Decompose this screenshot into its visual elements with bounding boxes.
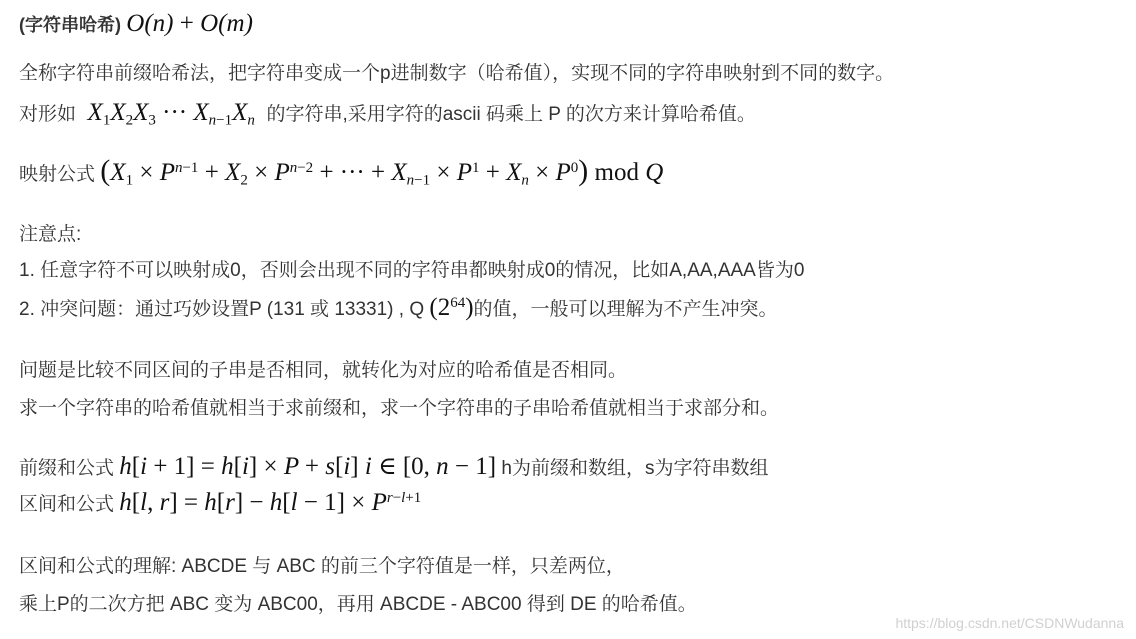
heading — [19, 10, 253, 40]
notes-title: 注意点: — [19, 224, 82, 245]
prefix-note: h为前缀和数组，s为字符串数组 — [501, 458, 769, 479]
mod-operator: mod — [594, 159, 639, 186]
q-value-formula: $(2^{64})$ — [429, 294, 474, 321]
explain-line-2: 乘上P的二次方把 ABC 变为 ABC00，再用 ABCDE - ABC00 得到 DE 的哈希值。 — [19, 594, 697, 615]
interval-formula-line — [19, 489, 421, 519]
note-item-2-suffix: 的值，一般可以理解为不产生冲突。 — [473, 299, 778, 320]
note-item-1: 1. 任意字符不可以映射成0，否则会出现不同的字符串都映射成0的情况，比如A,AA,AAA皆为0 — [19, 260, 805, 281]
problem-line-1: 问题是比较不同区间的子串是否相同，就转化为对应的哈希值是否相同。 — [19, 360, 628, 381]
modulus-q: Q — [645, 159, 664, 186]
note-item-2 — [19, 294, 778, 324]
prefix-sum-formula: h[i + 1] = h[i] × P + s[i] i ∈ [0, n − 1] — [119, 453, 497, 480]
intro-prefix: 对形如 — [19, 104, 77, 125]
mapping-formula: ($X_1 \times P^{n-1} + X_2 \times P^{n-2}$ + ··· + $X_{n-1} \times P^1 + X_n \times P^0$) mod Q — [100, 154, 664, 189]
explain-line-1: 区间和公式的理解: ABCDE 与 ABC 的前三个字符值是一样，只差两位， — [19, 556, 625, 577]
intro-line-2 — [19, 99, 756, 129]
problem-line-2: 求一个字符串的哈希值就相当于求前缀和，求一个字符串的子串哈希值就相当于求部分和。 — [19, 398, 780, 419]
interval-label: 区间和公式 — [19, 494, 115, 515]
interval-sum-formula: h[l, $r] = h[r] - h[l - 1] \times P^{r-l+1}$ — [119, 489, 422, 516]
note-item-2-prefix: 2. 冲突问题：通过巧妙设置P (131 或 13331) , Q — [19, 299, 425, 320]
heading-complexity: O(n) + O(m) — [126, 10, 253, 37]
string-sequence-formula: $X_1X_2X_3$ ··· $X_{n-1}X_n$ — [81, 99, 255, 129]
prefix-formula-line — [19, 453, 768, 483]
watermark: https://blog.csdn.net/CSDNWudanna — [895, 615, 1124, 631]
heading-label: (字符串哈希) — [19, 15, 121, 35]
intro-line-1: 全称字符串前缀哈希法，把字符串变成一个p进制数字（哈希值），实现不同的字符串映射到不同的数字。 — [19, 63, 895, 84]
mapping-formula-line — [19, 154, 664, 189]
prefix-label: 前缀和公式 — [19, 458, 115, 479]
intro-suffix: 的字符串,采用字符的ascii 码乘上 P 的次方来计算哈希值。 — [266, 104, 756, 125]
mapping-label: 映射公式 — [19, 164, 96, 185]
